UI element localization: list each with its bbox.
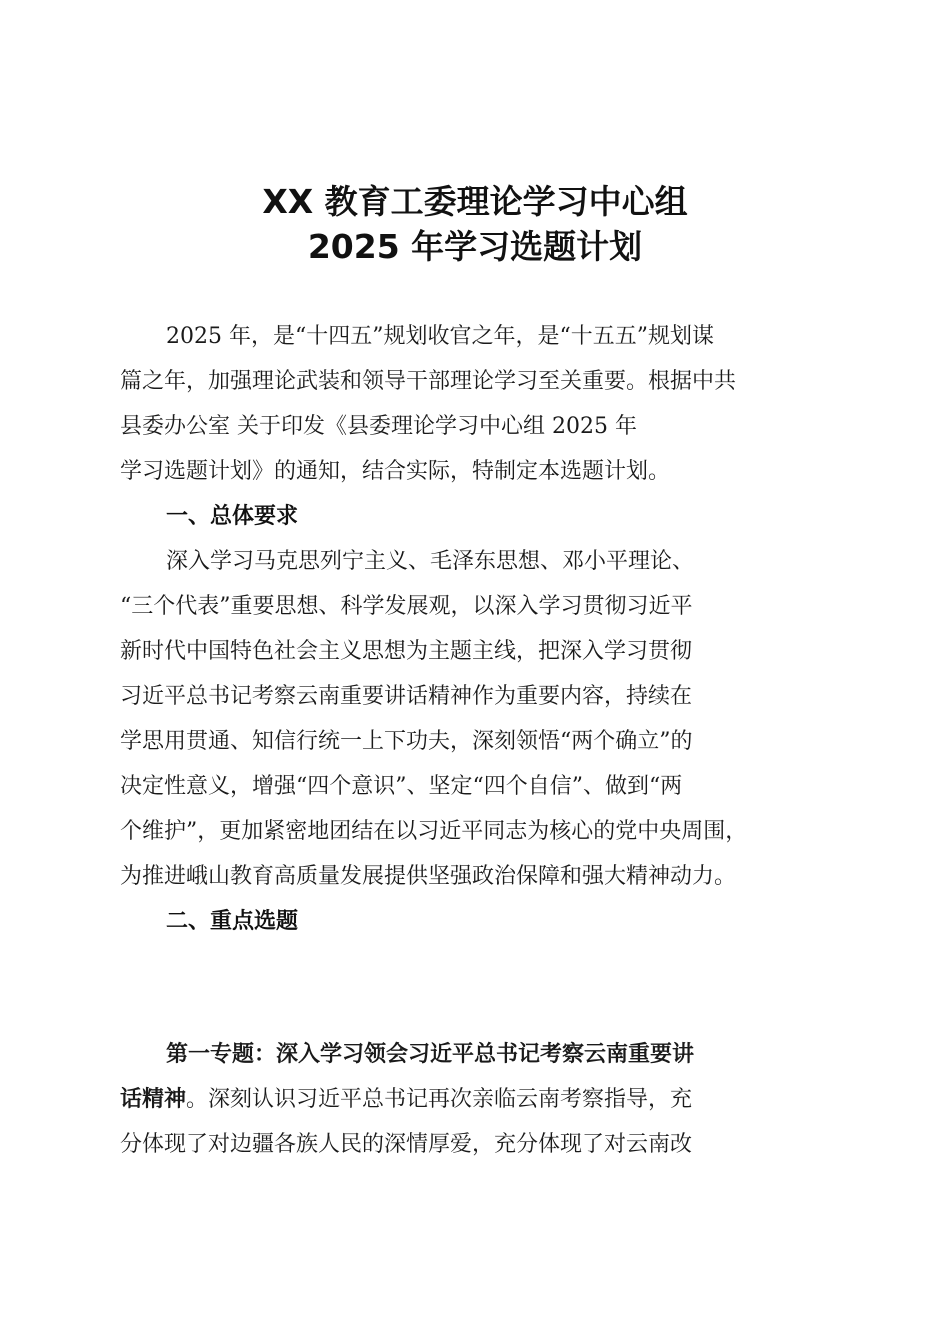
- section1-line-3: 新时代中国特色社会主义思想为主题主线，把深入学习贯彻: [120, 639, 693, 664]
- section1-line-7: 个维护”，更加紧密地团结在以习近平同志为核心的党中央周围，: [120, 819, 748, 844]
- section1-line-2: “三个代表”重要思想、科学发展观，以深入学习贯彻习近平: [120, 594, 693, 619]
- section1-line-8: 为推进峨山教育高质量发展提供坚强政治保障和强大精神动力。: [120, 864, 737, 889]
- intro-line-1: 2025 年，是“十四五”规划收官之年，是“十五五”规划谋: [166, 324, 714, 349]
- section1-line-5: 学思用贯通、知信行统一上下功夫，深刻领悟“两个确立”的: [120, 729, 693, 754]
- section-heading-key-topics: 二、重点选题: [166, 909, 299, 934]
- intro-line-4: 学习选题计划》的通知，结合实际，特制定本选题计划。: [120, 459, 671, 484]
- topic1-line-2-rest: 。深刻认识习近平总书记再次亲临云南考察指导，充: [186, 1087, 693, 1112]
- section1-line-6: 决定性意义，增强“四个意识”、坚定“四个自信”、做到“两: [120, 774, 683, 799]
- topic1-label: 第一专题：: [166, 1042, 277, 1067]
- topic1-line-2: [120, 1085, 692, 1115]
- topic1-line-3: 分体现了对边疆各族人民的深情厚爱，充分体现了对云南改: [120, 1132, 693, 1157]
- topic1-line-1: [166, 1040, 694, 1070]
- document-title-line-1: XX 教育工委理论学习中心组: [262, 182, 688, 221]
- section-heading-overall-requirements: 一、总体要求: [166, 504, 299, 529]
- topic1-title-part1: 深入学习领会习近平总书记考察云南重要讲: [276, 1042, 695, 1067]
- section1-line-1: 深入学习马克思列宁主义、毛泽东思想、邓小平理论、: [166, 549, 695, 574]
- topic1-title-part2: 话精神: [120, 1087, 187, 1112]
- intro-line-3: 县委办公室 关于印发《县委理论学习中心组 2025 年: [120, 414, 637, 439]
- document-title-line-2: 2025 年学习选题计划: [307, 227, 643, 266]
- section1-line-4: 习近平总书记考察云南重要讲话精神作为重要内容，持续在: [120, 684, 693, 709]
- intro-line-2: 篇之年，加强理论武装和领导干部理论学习至关重要。根据中共: [120, 369, 737, 394]
